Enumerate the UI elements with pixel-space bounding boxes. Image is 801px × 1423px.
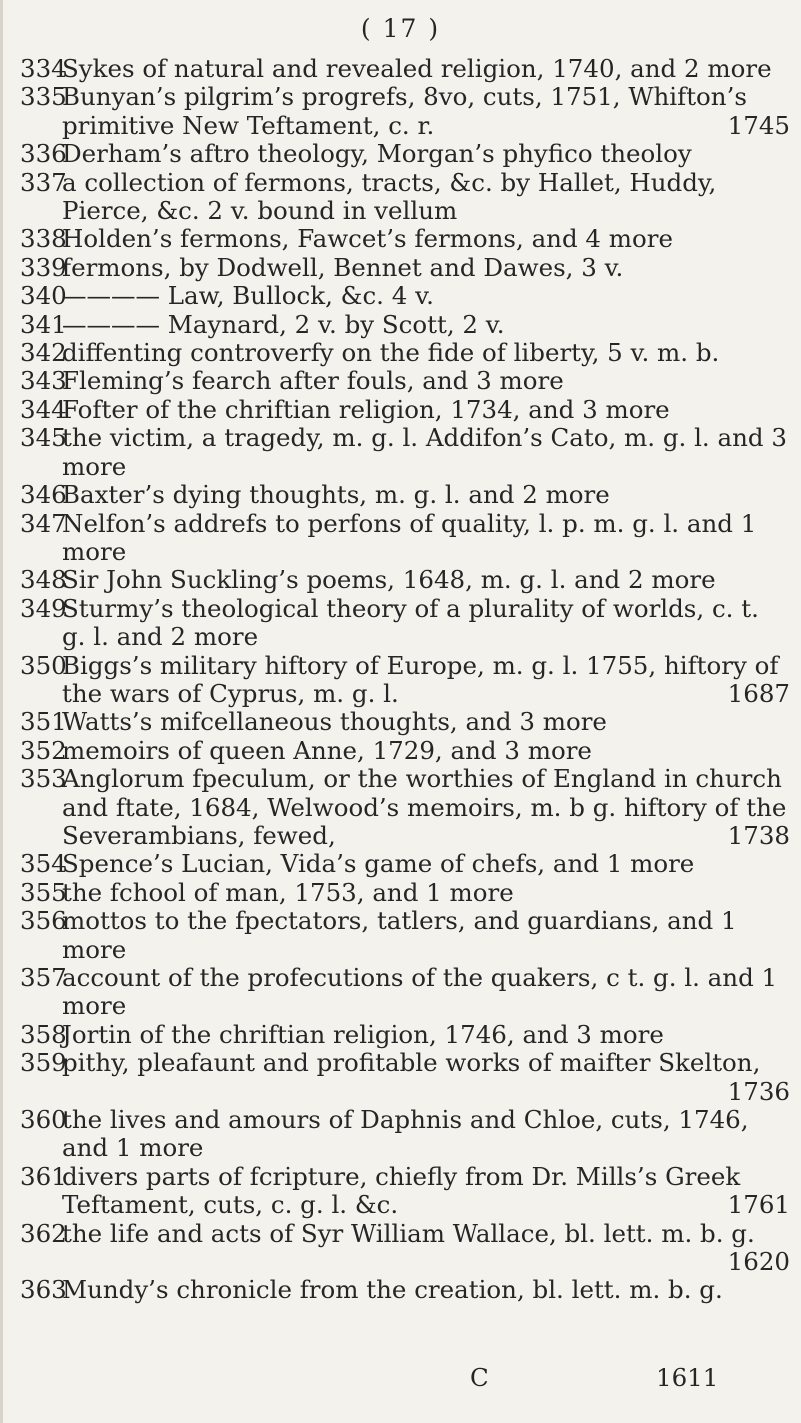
catalogue-entry bbox=[20, 169, 790, 226]
lot-number: 361 bbox=[20, 1161, 67, 1191]
entry-text: the victim, a tragedy, m. g. l. Addifon’s Cato, m. g. l. and 3 more bbox=[62, 423, 787, 481]
catalogue-entry bbox=[20, 282, 790, 310]
signature-year: 1611 bbox=[656, 1363, 719, 1392]
lot-number: 348 bbox=[20, 565, 67, 595]
catalogue-entry bbox=[20, 765, 790, 850]
signature-line bbox=[470, 1363, 719, 1392]
lot-number: 358 bbox=[20, 1019, 67, 1049]
lot-number: 338 bbox=[20, 224, 67, 254]
lot-number: 342 bbox=[20, 338, 67, 368]
entry-text: Jortin of the chriftian religion, 1746, and 3 more bbox=[62, 1019, 664, 1049]
entry-text: a collection of fermons, tracts, &c. by Hallet, Huddy, Pierce, &c. 2 v. bound in vellum bbox=[62, 167, 717, 226]
lot-number: 335 bbox=[20, 82, 67, 112]
catalogue-entry bbox=[20, 879, 790, 907]
entry-text: the fchool of man, 1753, and 1 more bbox=[62, 877, 514, 907]
entry-text: Nelfon’s addrefs to perfons of quality, l. p. m. g. l. and 1 more bbox=[62, 508, 757, 566]
entry-text: Sir John Suckling’s poems, 1648, m. g. l. and 2 more bbox=[62, 565, 716, 595]
lot-number: 345 bbox=[20, 423, 67, 453]
lot-number: 336 bbox=[20, 139, 67, 169]
page-edge bbox=[0, 0, 3, 1423]
entry-text: Sykes of natural and revealed religion, 1740, and 2 more bbox=[62, 54, 772, 83]
lot-number: 334 bbox=[20, 54, 67, 83]
catalogue-entry bbox=[20, 254, 790, 282]
entry-text: Bunyan’s pilgrim’s progrefs, 8vo, cuts, 1751, Whifton’s primitive New Teftament, c. r. bbox=[62, 82, 747, 140]
entry-text: pithy, pleafaunt and profitable works of maifter Skelton, bbox=[62, 1048, 761, 1078]
lot-number: 352 bbox=[20, 735, 67, 765]
lot-number: 354 bbox=[20, 849, 67, 879]
catalogue-entry bbox=[20, 311, 790, 339]
catalogue-entry bbox=[20, 510, 790, 567]
catalogue-entry bbox=[20, 708, 790, 736]
catalogue-entry bbox=[20, 225, 790, 253]
entry-text: Watts’s mifcellaneous thoughts, and 3 more bbox=[62, 707, 607, 737]
lot-number: 346 bbox=[20, 480, 67, 510]
lot-number: 347 bbox=[20, 508, 67, 538]
entry-text: the life and acts of Syr William Wallace, bl. lett. m. b. g. bbox=[62, 1218, 755, 1248]
entry-text: Sturmy’s theological theory of a plurality of worlds, c. t. g. l. and 2 more bbox=[62, 593, 759, 652]
catalogue-entry bbox=[20, 907, 790, 964]
lot-number: 351 bbox=[20, 707, 67, 737]
entry-text: Derham’s aftro theology, Morgan’s phyfico theoloy bbox=[62, 139, 692, 169]
lot-number: 353 bbox=[20, 764, 67, 794]
lot-number: 344 bbox=[20, 394, 67, 424]
entry-text: mottos to the fpectators, tatlers, and guardians, and 1 more bbox=[62, 906, 737, 964]
catalogue-entry bbox=[20, 140, 790, 168]
catalogue-entry bbox=[20, 1049, 790, 1106]
entry-list bbox=[20, 55, 790, 1305]
lot-number: 350 bbox=[20, 650, 67, 680]
entry-year: 1687 bbox=[727, 678, 790, 708]
catalogue-entry bbox=[20, 1021, 790, 1049]
entry-year: 1761 bbox=[727, 1190, 790, 1220]
entry-text: fermons, by Dodwell, Bennet and Dawes, 3 v. bbox=[62, 252, 624, 282]
catalogue-entry bbox=[20, 566, 790, 594]
entry-year: 1738 bbox=[727, 820, 790, 850]
catalogue-entry bbox=[20, 737, 790, 765]
catalogue-entry bbox=[20, 339, 790, 367]
lot-number: 363 bbox=[20, 1275, 67, 1305]
entry-text: memoirs of queen Anne, 1729, and 3 more bbox=[62, 735, 592, 765]
catalogue-entry bbox=[20, 83, 790, 140]
entry-year: 1745 bbox=[727, 110, 790, 140]
entry-text: ———— Maynard, 2 v. by Scott, 2 v. bbox=[62, 309, 505, 339]
entry-year: 1620 bbox=[727, 1247, 790, 1277]
lot-number: 339 bbox=[20, 252, 67, 282]
entry-text: Holden’s fermons, Fawcet’s fermons, and 4 more bbox=[62, 224, 673, 254]
catalogue-entry bbox=[20, 1276, 790, 1304]
entry-text: Biggs’s military hiftory of Europe, m. g. l. 1755, hiftory of the wars of Cyprus, m. g. l. bbox=[62, 650, 779, 708]
catalogue-entry bbox=[20, 652, 790, 709]
lot-number: 349 bbox=[20, 593, 67, 623]
lot-number: 362 bbox=[20, 1218, 67, 1248]
catalogue-entry bbox=[20, 850, 790, 878]
catalogue-entry bbox=[20, 595, 790, 652]
catalogue-entry bbox=[20, 1106, 790, 1163]
lot-number: 356 bbox=[20, 906, 67, 936]
entry-text: Fofter of the chriftian religion, 1734, and 3 more bbox=[62, 394, 670, 424]
catalogue-entry bbox=[20, 424, 790, 481]
lot-number: 355 bbox=[20, 877, 67, 907]
lot-number: 337 bbox=[20, 167, 67, 197]
page-number: ( 17 ) bbox=[360, 14, 441, 43]
entry-text: Mundy’s chronicle from the creation, bl. lett. m. b. g. bbox=[62, 1275, 723, 1305]
catalogue-entry bbox=[20, 1220, 790, 1277]
entry-text: Anglorum fpeculum, or the worthies of England in church and ftate, 1684, Welwood’s memoirs, m. b g. hiftory of the Severambians, fewed, bbox=[62, 764, 787, 850]
entry-text: Spence’s Lucian, Vida’s game of chefs, and 1 more bbox=[62, 849, 695, 879]
lot-number: 341 bbox=[20, 309, 67, 339]
lot-number: 360 bbox=[20, 1105, 67, 1135]
lot-number: 357 bbox=[20, 963, 67, 992]
signature-mark: C bbox=[470, 1363, 489, 1392]
lot-number: 343 bbox=[20, 366, 67, 396]
catalogue-entry bbox=[20, 367, 790, 395]
catalogue-entry bbox=[20, 396, 790, 424]
catalogue-entry bbox=[20, 481, 790, 509]
catalogue-entry bbox=[20, 55, 790, 83]
entry-text: Baxter’s dying thoughts, m. g. l. and 2 more bbox=[62, 480, 610, 510]
catalogue-entry bbox=[20, 1163, 790, 1220]
catalogue-entry bbox=[20, 964, 790, 1021]
entry-text: account of the profecutions of the quakers, c t. g. l. and 1 more bbox=[62, 963, 778, 1021]
entry-text: divers parts of fcripture, chiefly from Dr. Mills’s Greek Teftament, cuts, c. g. l. &c. bbox=[62, 1161, 741, 1220]
lot-number: 340 bbox=[20, 281, 67, 311]
entry-text: diffenting controverfy on the fide of liberty, 5 v. m. b. bbox=[62, 338, 720, 368]
entry-text: Fleming’s fearch after fouls, and 3 more bbox=[62, 366, 564, 396]
lot-number: 359 bbox=[20, 1048, 67, 1078]
entry-year: 1736 bbox=[727, 1076, 790, 1106]
entry-text: the lives and amours of Daphnis and Chloe, cuts, 1746, and 1 more bbox=[62, 1105, 749, 1163]
entry-text: ———— Law, Bullock, &c. 4 v. bbox=[62, 281, 434, 311]
